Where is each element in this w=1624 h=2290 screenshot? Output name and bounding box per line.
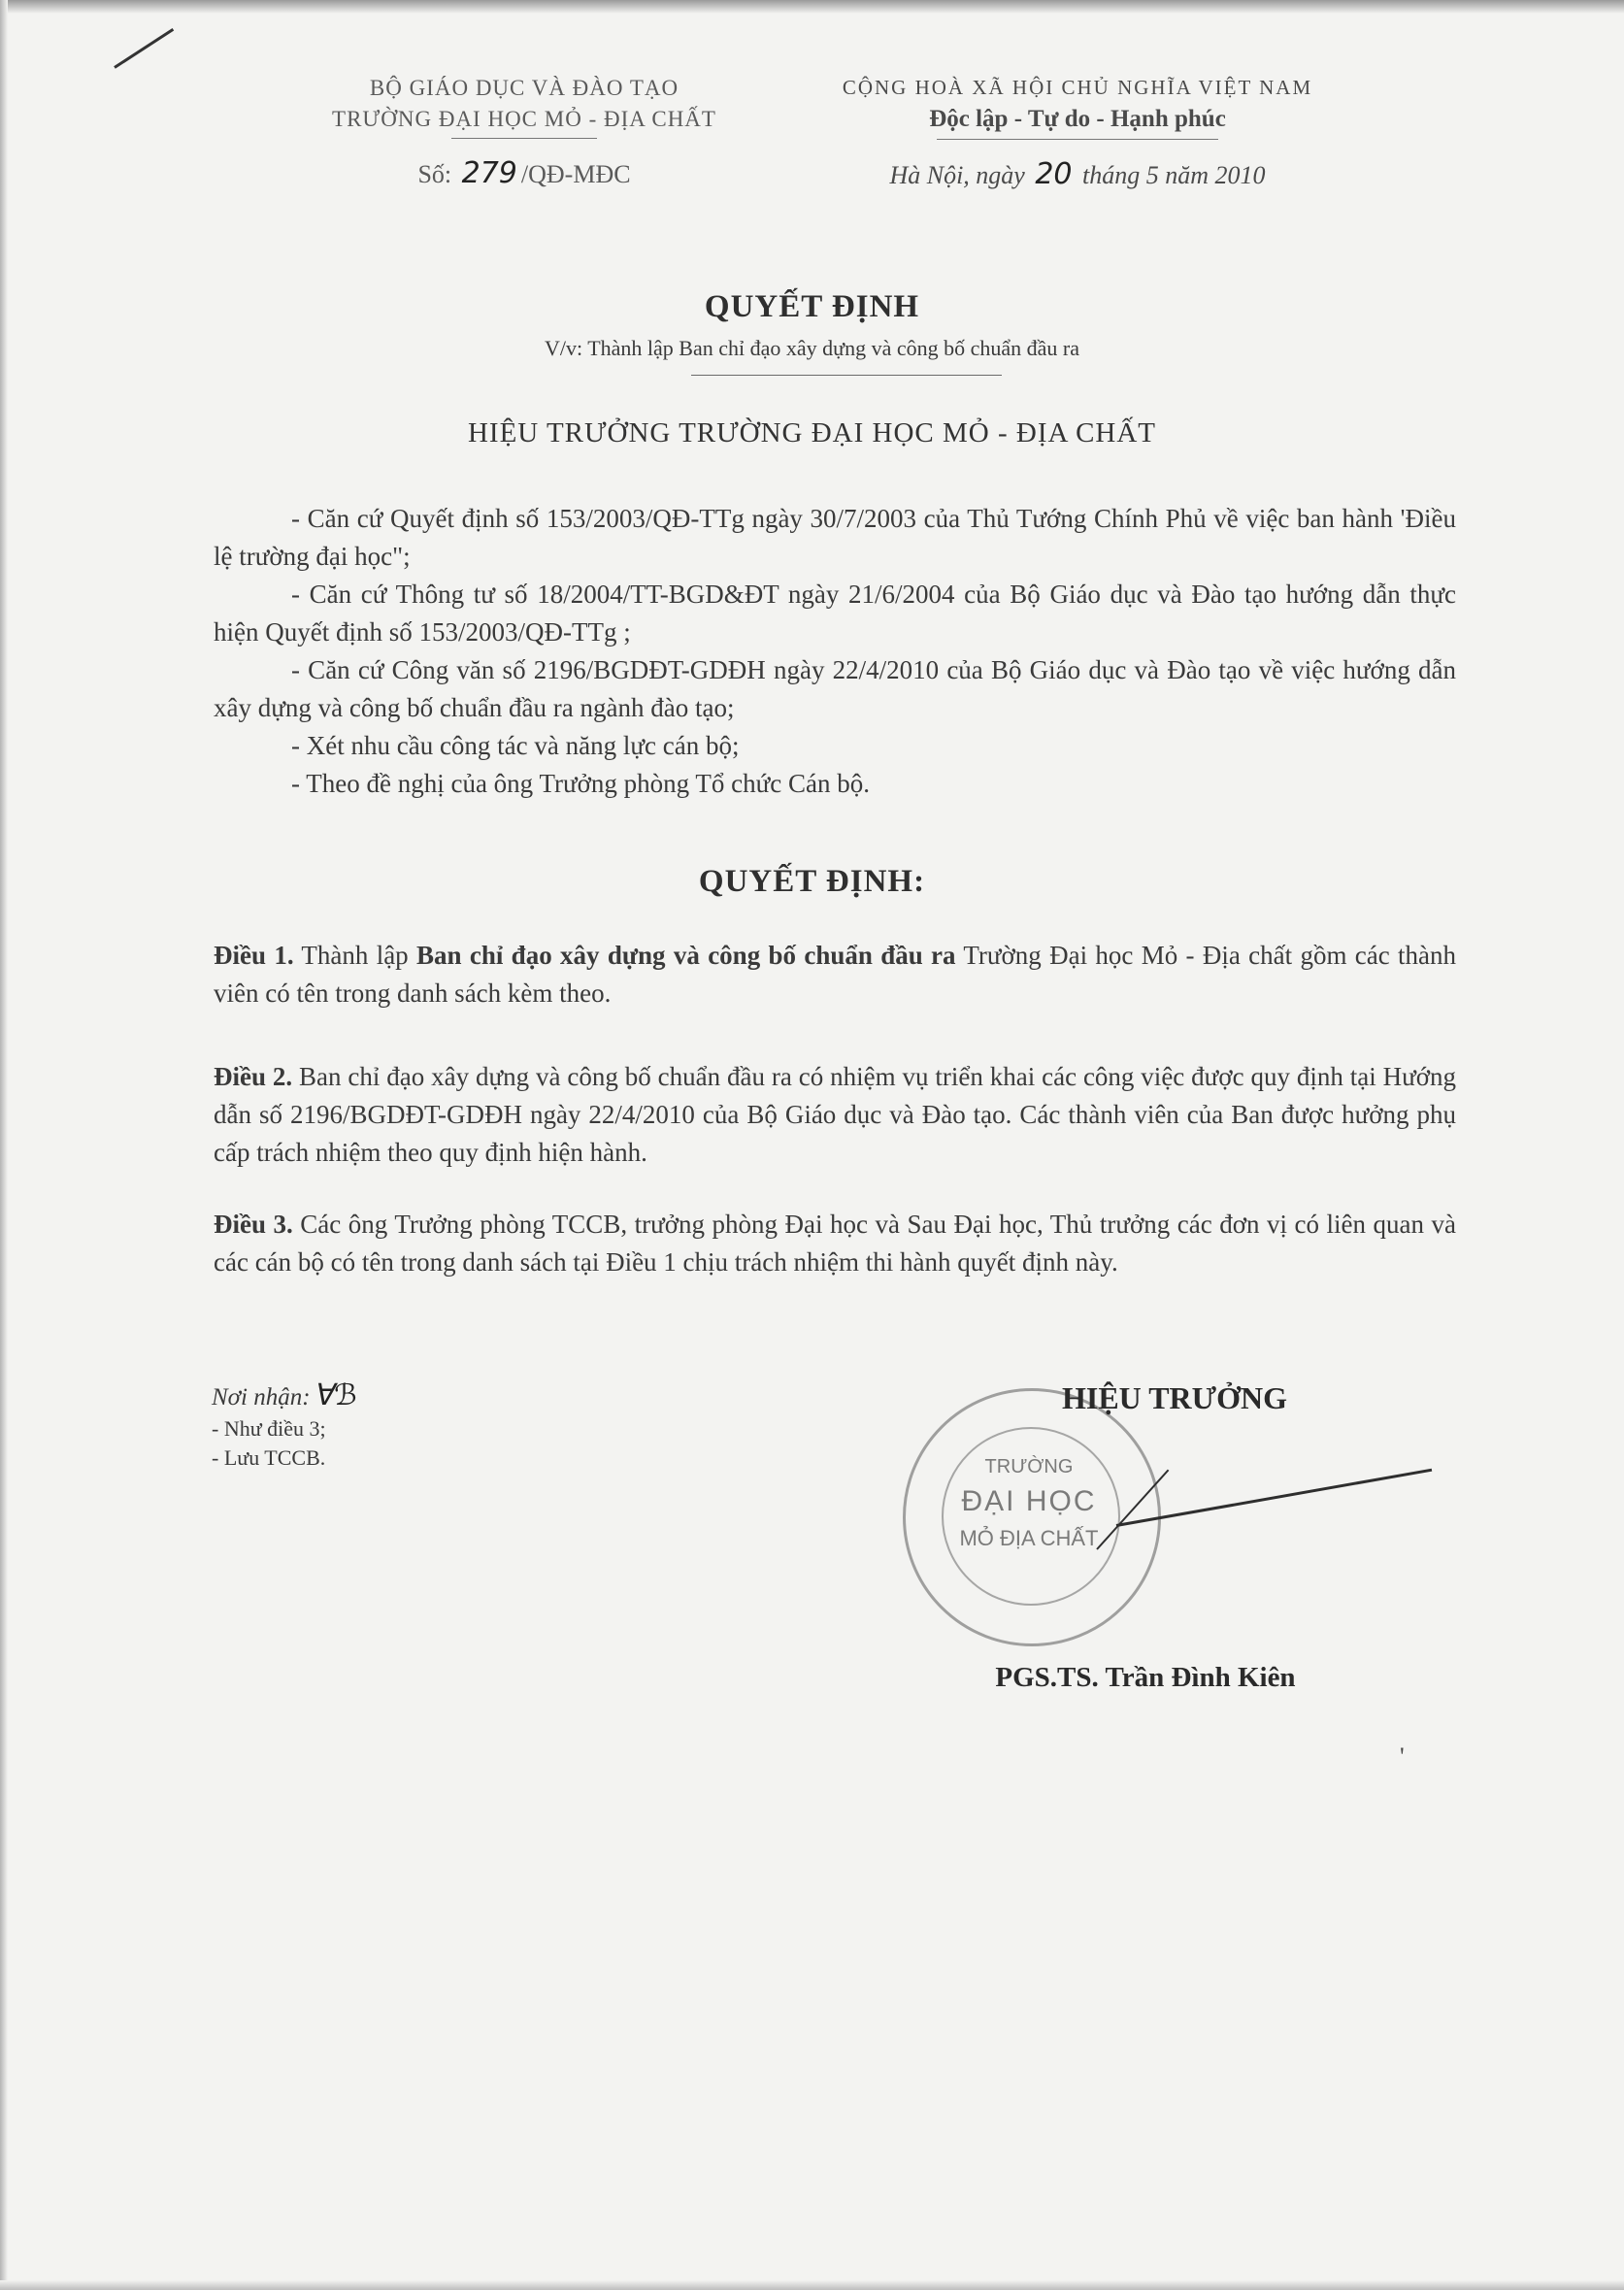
recipient-item: - Lưu TCCB. <box>212 1445 326 1470</box>
date-suffix: tháng 5 năm 2010 <box>1082 161 1266 189</box>
document-number <box>291 156 757 190</box>
recipient-item: - Như điều 3; <box>212 1416 326 1441</box>
pen-mark <box>114 28 174 69</box>
article-1-label: Điều 1. <box>214 941 294 970</box>
issuer-header <box>291 76 757 190</box>
seal-text-line2: ĐẠI HỌC <box>961 1485 1097 1517</box>
basis-item: - Theo đề nghị của ông Trưởng phòng Tổ chức Cán bộ. <box>291 769 870 798</box>
recipients-initials: Ɐℬ <box>314 1378 357 1412</box>
document-number-prefix: Số: <box>417 160 452 188</box>
date-prefix: Hà Nội, ngày <box>889 161 1025 189</box>
ministry-name: BỘ GIÁO DỤC VÀ ĐÀO TẠO <box>369 76 679 100</box>
article-3-text: Các ông Trưởng phòng TCCB, trưởng phòng Đại học và Sau Đại học, Thủ trưởng các đơn vị có liên quan và các cán bộ có tên trong danh sách tại Điều 1 chịu trách nhiệm thi hành quyết định này. <box>214 1210 1457 1277</box>
article-2-text: Ban chỉ đạo xây dựng và công bố chuẩn đầu ra có nhiệm vụ triển khai các công việc được quy định tại Hướng dẫn số 2196/BGDĐT-GDĐH ngày 22/4/2010 của Bộ Giáo dục và Đào tạo. Các thành viên của Ban được hưởng phụ cấp trách nhiệm theo quy định hiện hành. <box>214 1062 1457 1167</box>
national-header <box>796 76 1359 191</box>
signatory-name: PGS.TS. Trần Đình Kiên <box>995 1662 1296 1693</box>
scan-edge-bottom <box>0 2280 1624 2290</box>
article-3-label: Điều 3. <box>214 1210 293 1239</box>
recipients-label: Nơi nhận: <box>212 1384 311 1411</box>
seal-text-line3: MỎ ĐỊA CHẤT <box>959 1526 1099 1550</box>
basis-item: - Căn cứ Công văn số 2196/BGDĐT-GDĐH ngày 22/4/2010 của Bộ Giáo dục và Đào tạo về việc hướng dẫn xây dựng và công bố chuẩn đầu ra ngành đào tạo; <box>214 655 1456 722</box>
national-motto: Độc lập - Tự do - Hạnh phúc <box>929 106 1226 132</box>
university-name: TRƯỜNG ĐẠI HỌC MỎ - ĐỊA CHẤT <box>332 107 716 131</box>
date-day-handwritten: 20 <box>1035 157 1073 191</box>
article-1-post: Trường Đại học Mỏ - Địa chất gồm các thành viên có tên trong danh sách kèm theo. <box>214 941 1457 1008</box>
scan-edge-top <box>0 0 1624 14</box>
subject-rule <box>691 375 1002 376</box>
article-3 <box>214 1206 1456 1281</box>
document-subject: V/v: Thành lập Ban chỉ đạo xây dựng và công bố chuẩn đầu ra <box>545 336 1079 360</box>
article-2-label: Điều 2. <box>214 1062 293 1091</box>
document-number-suffix: /QĐ-MĐC <box>520 160 631 188</box>
article-1 <box>214 937 1456 1012</box>
article-1-pre: Thành lập <box>293 941 417 970</box>
legal-basis <box>214 500 1456 803</box>
document-title: QUYẾT ĐỊNH <box>704 289 920 324</box>
issuing-authority: HIỆU TRƯỞNG TRƯỜNG ĐẠI HỌC MỎ - ĐỊA CHẤT <box>467 417 1157 448</box>
issue-date <box>796 157 1359 191</box>
recipients-block <box>212 1378 357 1471</box>
republic-name: CỘNG HOÀ XÃ HỘI CHỦ NGHĨA VIỆT NAM <box>842 76 1313 99</box>
article-2 <box>214 1058 1456 1172</box>
decision-title: QUYẾT ĐỊNH: <box>698 864 926 899</box>
signatory-title: HIỆU TRƯỞNG <box>1061 1380 1288 1415</box>
header-left-rule <box>451 138 597 139</box>
seal-text-line1: TRƯỜNG <box>984 1456 1074 1477</box>
handwritten-signature <box>1116 1469 1433 1527</box>
header-right-rule <box>937 139 1218 140</box>
document-number-handwritten: 279 <box>461 156 517 190</box>
basis-item: - Căn cứ Thông tư số 18/2004/TT-BGD&ĐT ngày 21/6/2004 của Bộ Giáo dục và Đào tạo hướng dẫn thực hiện Quyết định số 153/2003/QĐ-TTg ; <box>214 580 1456 647</box>
basis-item: - Căn cứ Quyết định số 153/2003/QĐ-TTg ngày 30/7/2003 của Thủ Tướng Chính Phủ về việc ban hành 'Điều lệ trường đại học"; <box>214 504 1456 571</box>
article-1-bold: Ban chỉ đạo xây dựng và công bố chuẩn đầu ra <box>416 941 956 970</box>
margin-mark: ' <box>1400 1742 1405 1771</box>
basis-item: - Xét nhu cầu công tác và năng lực cán bộ; <box>291 731 740 760</box>
